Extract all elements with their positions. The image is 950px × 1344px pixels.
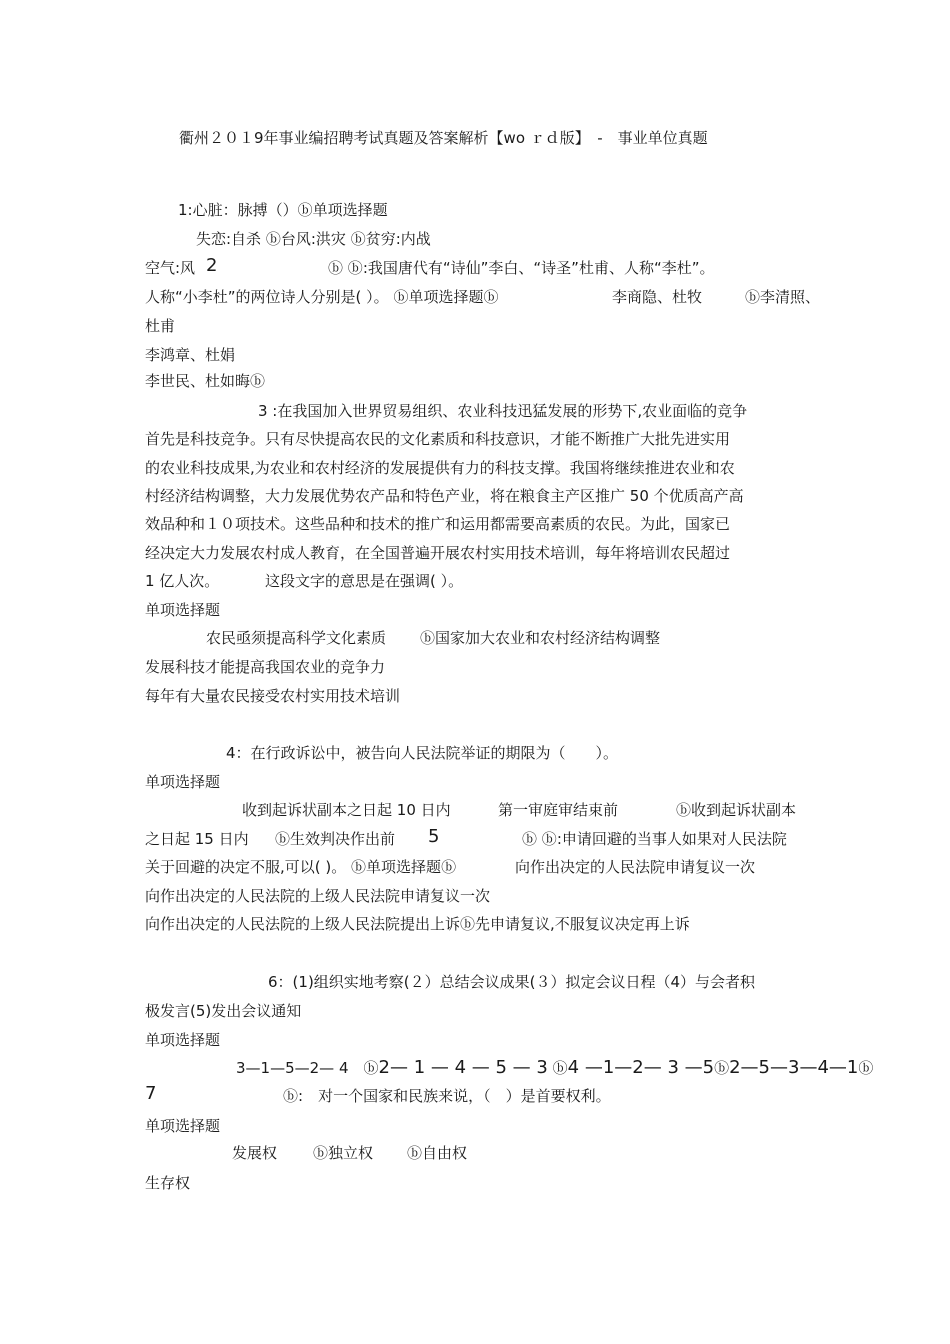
question-4-option-b: 第一审庭审结束前 xyxy=(498,801,619,819)
question-7-option-b: ⓑ独立权 xyxy=(313,1144,374,1162)
question-2-stem-line-1: ⓑ ⓑ:我国唐代有“诗仙”李白、“诗圣”杜甫、人称“李杜”。 xyxy=(328,259,715,277)
question-5-option-a: 向作出决定的人民法院申请复议一次 xyxy=(515,858,756,876)
question-5-number: 5 xyxy=(428,826,440,847)
question-4-option-c: ⓑ收到起诉状副本 xyxy=(676,801,797,819)
question-3-line-7a: 1 亿人次。 xyxy=(145,572,220,590)
question-3-option-c: 发展科技才能提高我国农业的竞争力 xyxy=(145,658,386,676)
question-2-stem-line-2: 人称“小李杜”的两位诗人分别是( ）。 ⓑ单项选择题ⓑ xyxy=(145,288,499,306)
question-3-line-6: 经决定大力发展农村成人教育，在全国普遍开展农村实用技术培训，每年将培训农民超过 xyxy=(145,544,731,562)
question-2-option-a: 李商隐、杜牧 xyxy=(612,288,703,306)
question-2-option-b: ⓑ李清照、 xyxy=(745,288,821,306)
bullet-icon: ⓑ xyxy=(522,830,538,848)
question-7-option-d: 生存权 xyxy=(145,1174,191,1192)
bullet-icon: ⓑ xyxy=(483,288,499,306)
bullet-icon: ⓑ xyxy=(745,288,761,306)
question-7-option-a: 发展权 xyxy=(232,1144,278,1162)
bullet-icon: ⓑ xyxy=(313,1144,329,1162)
question-2-number: 2 xyxy=(206,255,218,276)
bullet-icon: ⓑ xyxy=(250,372,266,390)
question-4-option-d: ⓑ生效判决作出前 xyxy=(275,830,396,848)
bullet-icon: ⓑ xyxy=(265,230,281,248)
bullet-icon: ⓑ xyxy=(283,1087,299,1105)
question-3-line-7b: 这段文字的意思是在强调( ）。 xyxy=(265,572,464,590)
question-4-stem: 4：在行政诉讼中，被告向人民法院举证的期限为（ ）。 xyxy=(226,744,619,762)
document-title: 衢州２０１9年事业编招聘考试真题及答案解析【wo ｒｄ版】 - 事业单位真题 xyxy=(179,129,708,147)
bullet-icon: ⓑ xyxy=(541,830,557,848)
question-6-stem-line-1: 6：(1)组织实地考察(２）总结会议成果(３）拟定会议日程（4）与会者积 xyxy=(268,973,756,991)
bullet-icon: ⓑ xyxy=(407,1144,423,1162)
bullet-icon: ⓑ xyxy=(676,801,692,819)
bullet-icon: ⓑ xyxy=(460,915,476,933)
question-7-stem: ⓑ: 对一个国家和民族来说，（ ）是首要权利。 xyxy=(283,1087,611,1105)
bullet-icon: ⓑ xyxy=(297,201,313,219)
question-5-option-b: 向作出决定的人民法院的上级人民法院申请复议一次 xyxy=(145,887,491,905)
question-7-number: 7 xyxy=(145,1083,157,1104)
question-4-type: 单项选择题 xyxy=(145,773,221,791)
question-3-option-b: ⓑ国家加大农业和农村经济结构调整 xyxy=(420,629,661,647)
bullet-icon: ⓑ xyxy=(441,858,457,876)
question-1-option-d: 空气:风 xyxy=(145,259,196,277)
question-3-line-5: 效品种和１０项技术。这些品种和技术的推广和运用都需要高素质的农民。为此，国家已 xyxy=(145,515,731,533)
question-5-stem-line-1: ⓑ ⓑ:申请回避的当事人如果对人民法院 xyxy=(522,830,787,848)
question-2-option-b-cont: 杜甫 xyxy=(145,317,176,335)
question-5-option-c: 向作出决定的人民法院的上级人民法院提出上诉ⓑ先申请复议,不服复议决定再上诉 xyxy=(145,915,690,933)
question-3-option-a: 农民亟须提高科学文化素质 xyxy=(206,629,387,647)
question-7-type: 单项选择题 xyxy=(145,1117,221,1135)
question-3-line-1: 3 :在我国加入世界贸易组织、农业科技迅猛发展的形势下,农业面临的竞争 xyxy=(258,402,748,420)
bullet-icon: ⓑ xyxy=(347,259,363,277)
question-5-stem-line-2: 关于回避的决定不服,可以( )。 ⓑ单项选择题ⓑ xyxy=(145,858,457,876)
bullet-icon: ⓑ xyxy=(714,1059,730,1077)
question-3-type: 单项选择题 xyxy=(145,601,221,619)
bullet-icon: ⓑ xyxy=(351,858,367,876)
question-3-option-d: 每年有大量农民接受农村实用技术培训 xyxy=(145,687,401,705)
question-7-option-c: ⓑ自由权 xyxy=(407,1144,468,1162)
question-3-line-2: 首先是科技竞争。只有尽快提高农民的文化素质和科技意识，才能不断推广大批先进实用 xyxy=(145,430,731,448)
question-3-line-4: 村经济结构调整，大力发展优势农产品和特色产业，将在粮食主产区推广 50 个优质高产高 xyxy=(145,487,744,505)
question-6-type: 单项选择题 xyxy=(145,1031,221,1049)
question-4-option-c-cont: 之日起 15 日内 xyxy=(145,830,249,848)
bullet-icon: ⓑ xyxy=(275,830,291,848)
bullet-icon: ⓑ xyxy=(552,1059,568,1077)
question-4-option-a: 收到起诉状副本之日起 10 日内 xyxy=(242,801,451,819)
question-2-option-c: 李鸿章、杜娟 xyxy=(145,346,236,364)
bullet-icon: ⓑ xyxy=(363,1059,379,1077)
question-6-options: 3—1—5—2— 4 ⓑ2— 1 — 4 — 5 — 3 ⓑ4 —1—2— 3 —5ⓑ2—5—3—4—1ⓑ xyxy=(236,1057,874,1078)
bullet-icon: ⓑ xyxy=(858,1059,874,1077)
bullet-icon: ⓑ xyxy=(393,288,409,306)
question-1-stem: 1:心脏：脉搏（）ⓑ单项选择题 xyxy=(178,201,388,219)
bullet-icon: ⓑ xyxy=(328,259,344,277)
bullet-icon: ⓑ xyxy=(350,230,366,248)
question-3-line-3: 的农业科技成果,为农业和农村经济的发展提供有力的科技支撑。我国将继续推进农业和农 xyxy=(145,459,735,477)
bullet-icon: ⓑ xyxy=(420,629,436,647)
question-1-options: 失恋:自杀 ⓑ台风:洪灾 ⓑ贫穷:内战 xyxy=(196,230,431,248)
question-6-stem-line-2: 极发言(5)发出会议通知 xyxy=(145,1002,302,1020)
question-2-option-d: 李世民、杜如晦ⓑ xyxy=(145,372,266,390)
